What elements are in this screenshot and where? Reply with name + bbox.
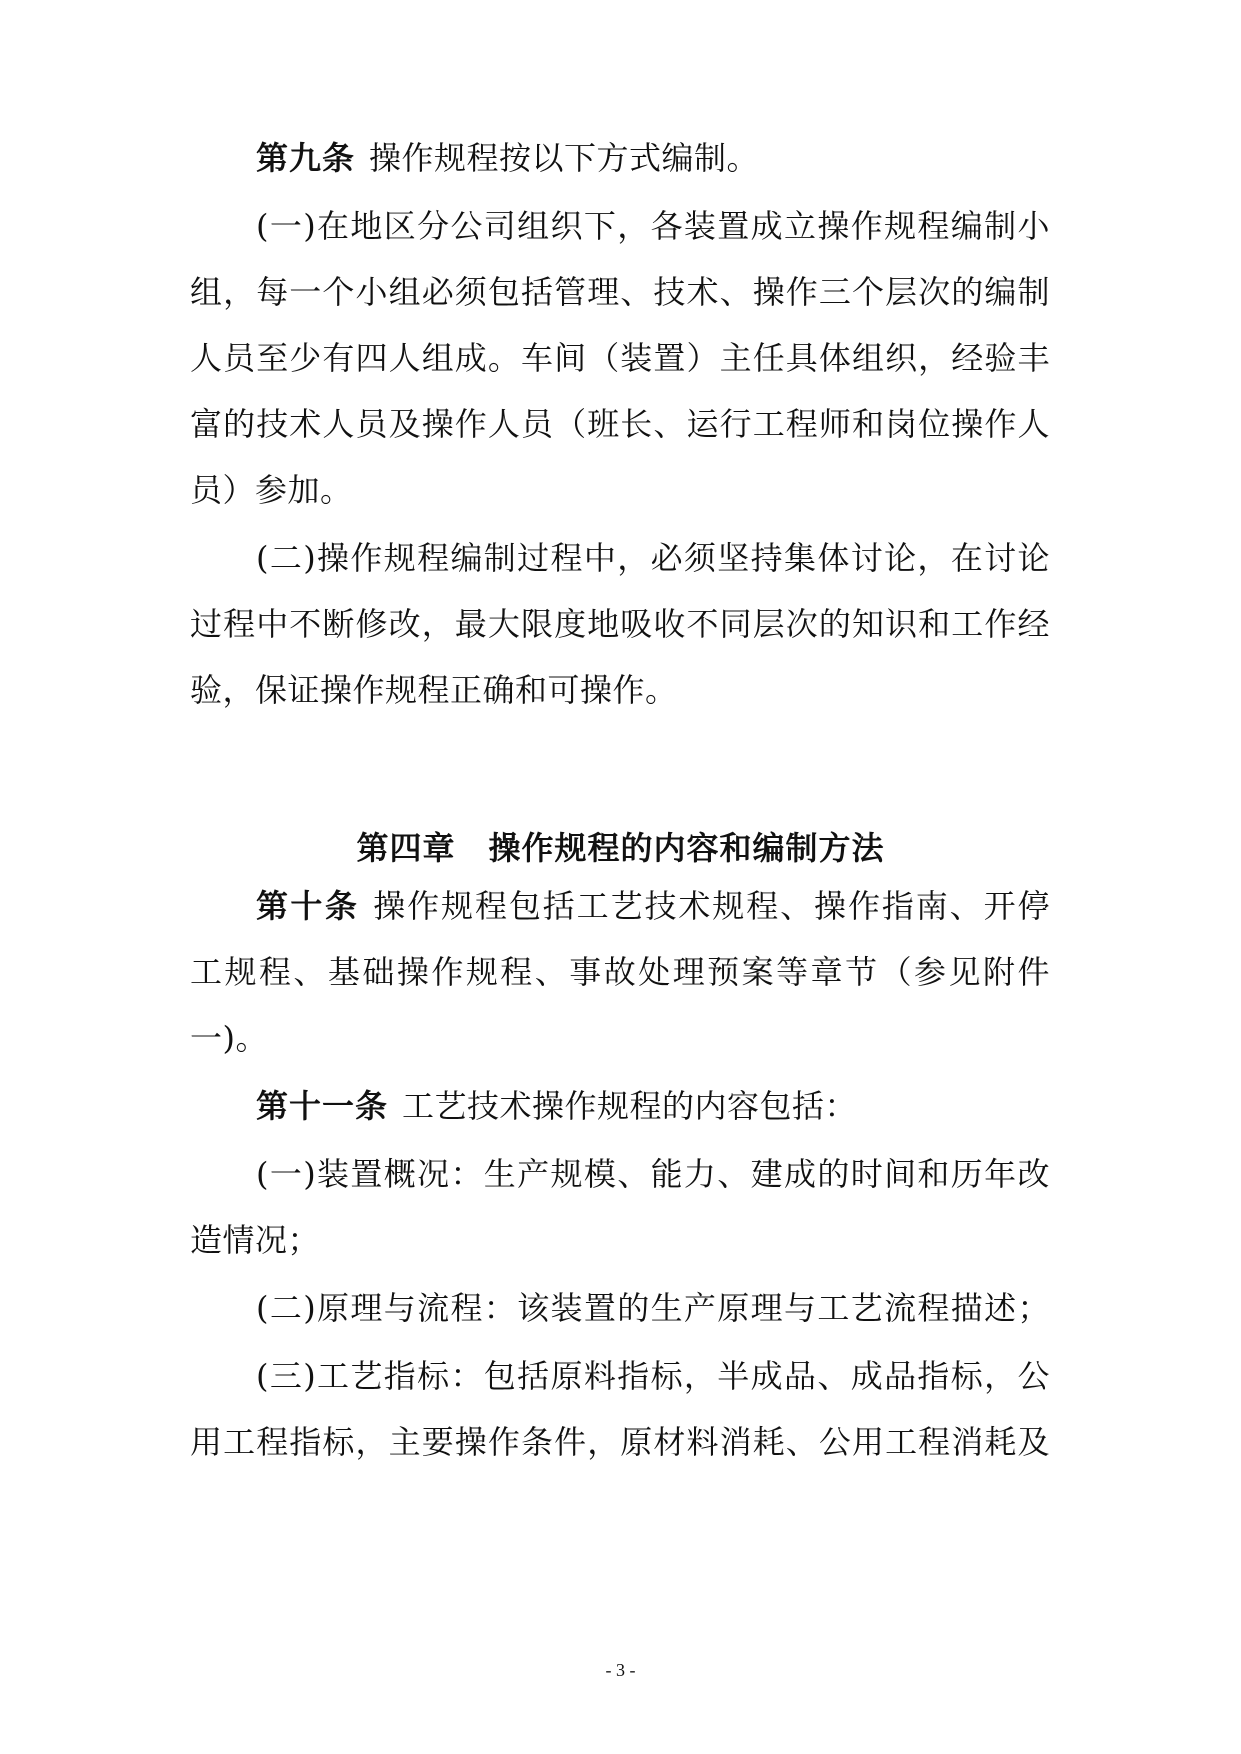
article-11-heading: 第十一条 — [256, 1087, 389, 1125]
article-9-heading: 第九条 — [256, 139, 356, 177]
article-11-item-3-line-1: (三)工艺指标：包括原料指标，半成品、成品指标，公 — [256, 1357, 1050, 1395]
chapter-4-title: 第四章 操作规程的内容和编制方法 — [356, 829, 885, 867]
page-number: - 3 - — [605, 1660, 636, 1680]
article-10-line-3: 一)。 — [190, 1019, 268, 1057]
article-11-item-3-line-2: 用工程指标，主要操作条件，原材料消耗、公用工程消耗及 — [190, 1423, 1050, 1461]
article-11-text: 工艺技术操作规程的内容包括： — [402, 1087, 858, 1125]
article-10-first-line — [256, 876, 1050, 936]
article-9-item-1-line-4: 富的技术人员及操作人员（班长、运行工程师和岗位操作人 — [190, 405, 1050, 443]
article-10-heading: 第十条 — [256, 887, 360, 925]
article-11-first-line — [256, 1076, 857, 1136]
article-9-text: 操作规程按以下方式编制。 — [369, 139, 760, 177]
article-9-item-1-line-1: (一)在地区分公司组织下，各装置成立操作规程编制小 — [256, 207, 1050, 245]
article-11-item-2-line-1: (二)原理与流程：该装置的生产原理与工艺流程描述； — [256, 1289, 1050, 1327]
article-10-text: 操作规程包括工艺技术规程、操作指南、开停 — [373, 887, 1050, 925]
article-9-item-1-line-5: 员）参加。 — [190, 471, 353, 509]
article-9-item-2-line-1: (二)操作规程编制过程中，必须坚持集体讨论，在讨论 — [256, 539, 1050, 577]
article-9-item-1-line-2: 组，每一个小组必须包括管理、技术、操作三个层次的编制 — [190, 273, 1050, 311]
article-9-item-1-line-3: 人员至少有四人组成。车间（装置）主任具体组织，经验丰 — [190, 339, 1050, 377]
article-11-item-1-line-1: (一)装置概况：生产规模、能力、建成的时间和历年改 — [256, 1155, 1050, 1193]
article-10-line-2: 工规程、基础操作规程、事故处理预案等章节（参见附件 — [190, 953, 1050, 991]
article-9-first-line — [256, 128, 759, 188]
article-11-item-1-line-2: 造情况； — [190, 1221, 321, 1259]
article-9-item-2-line-2: 过程中不断修改，最大限度地吸收不同层次的知识和工作经 — [190, 605, 1050, 643]
article-9-item-2-line-3: 验，保证操作规程正确和可操作。 — [190, 671, 678, 709]
